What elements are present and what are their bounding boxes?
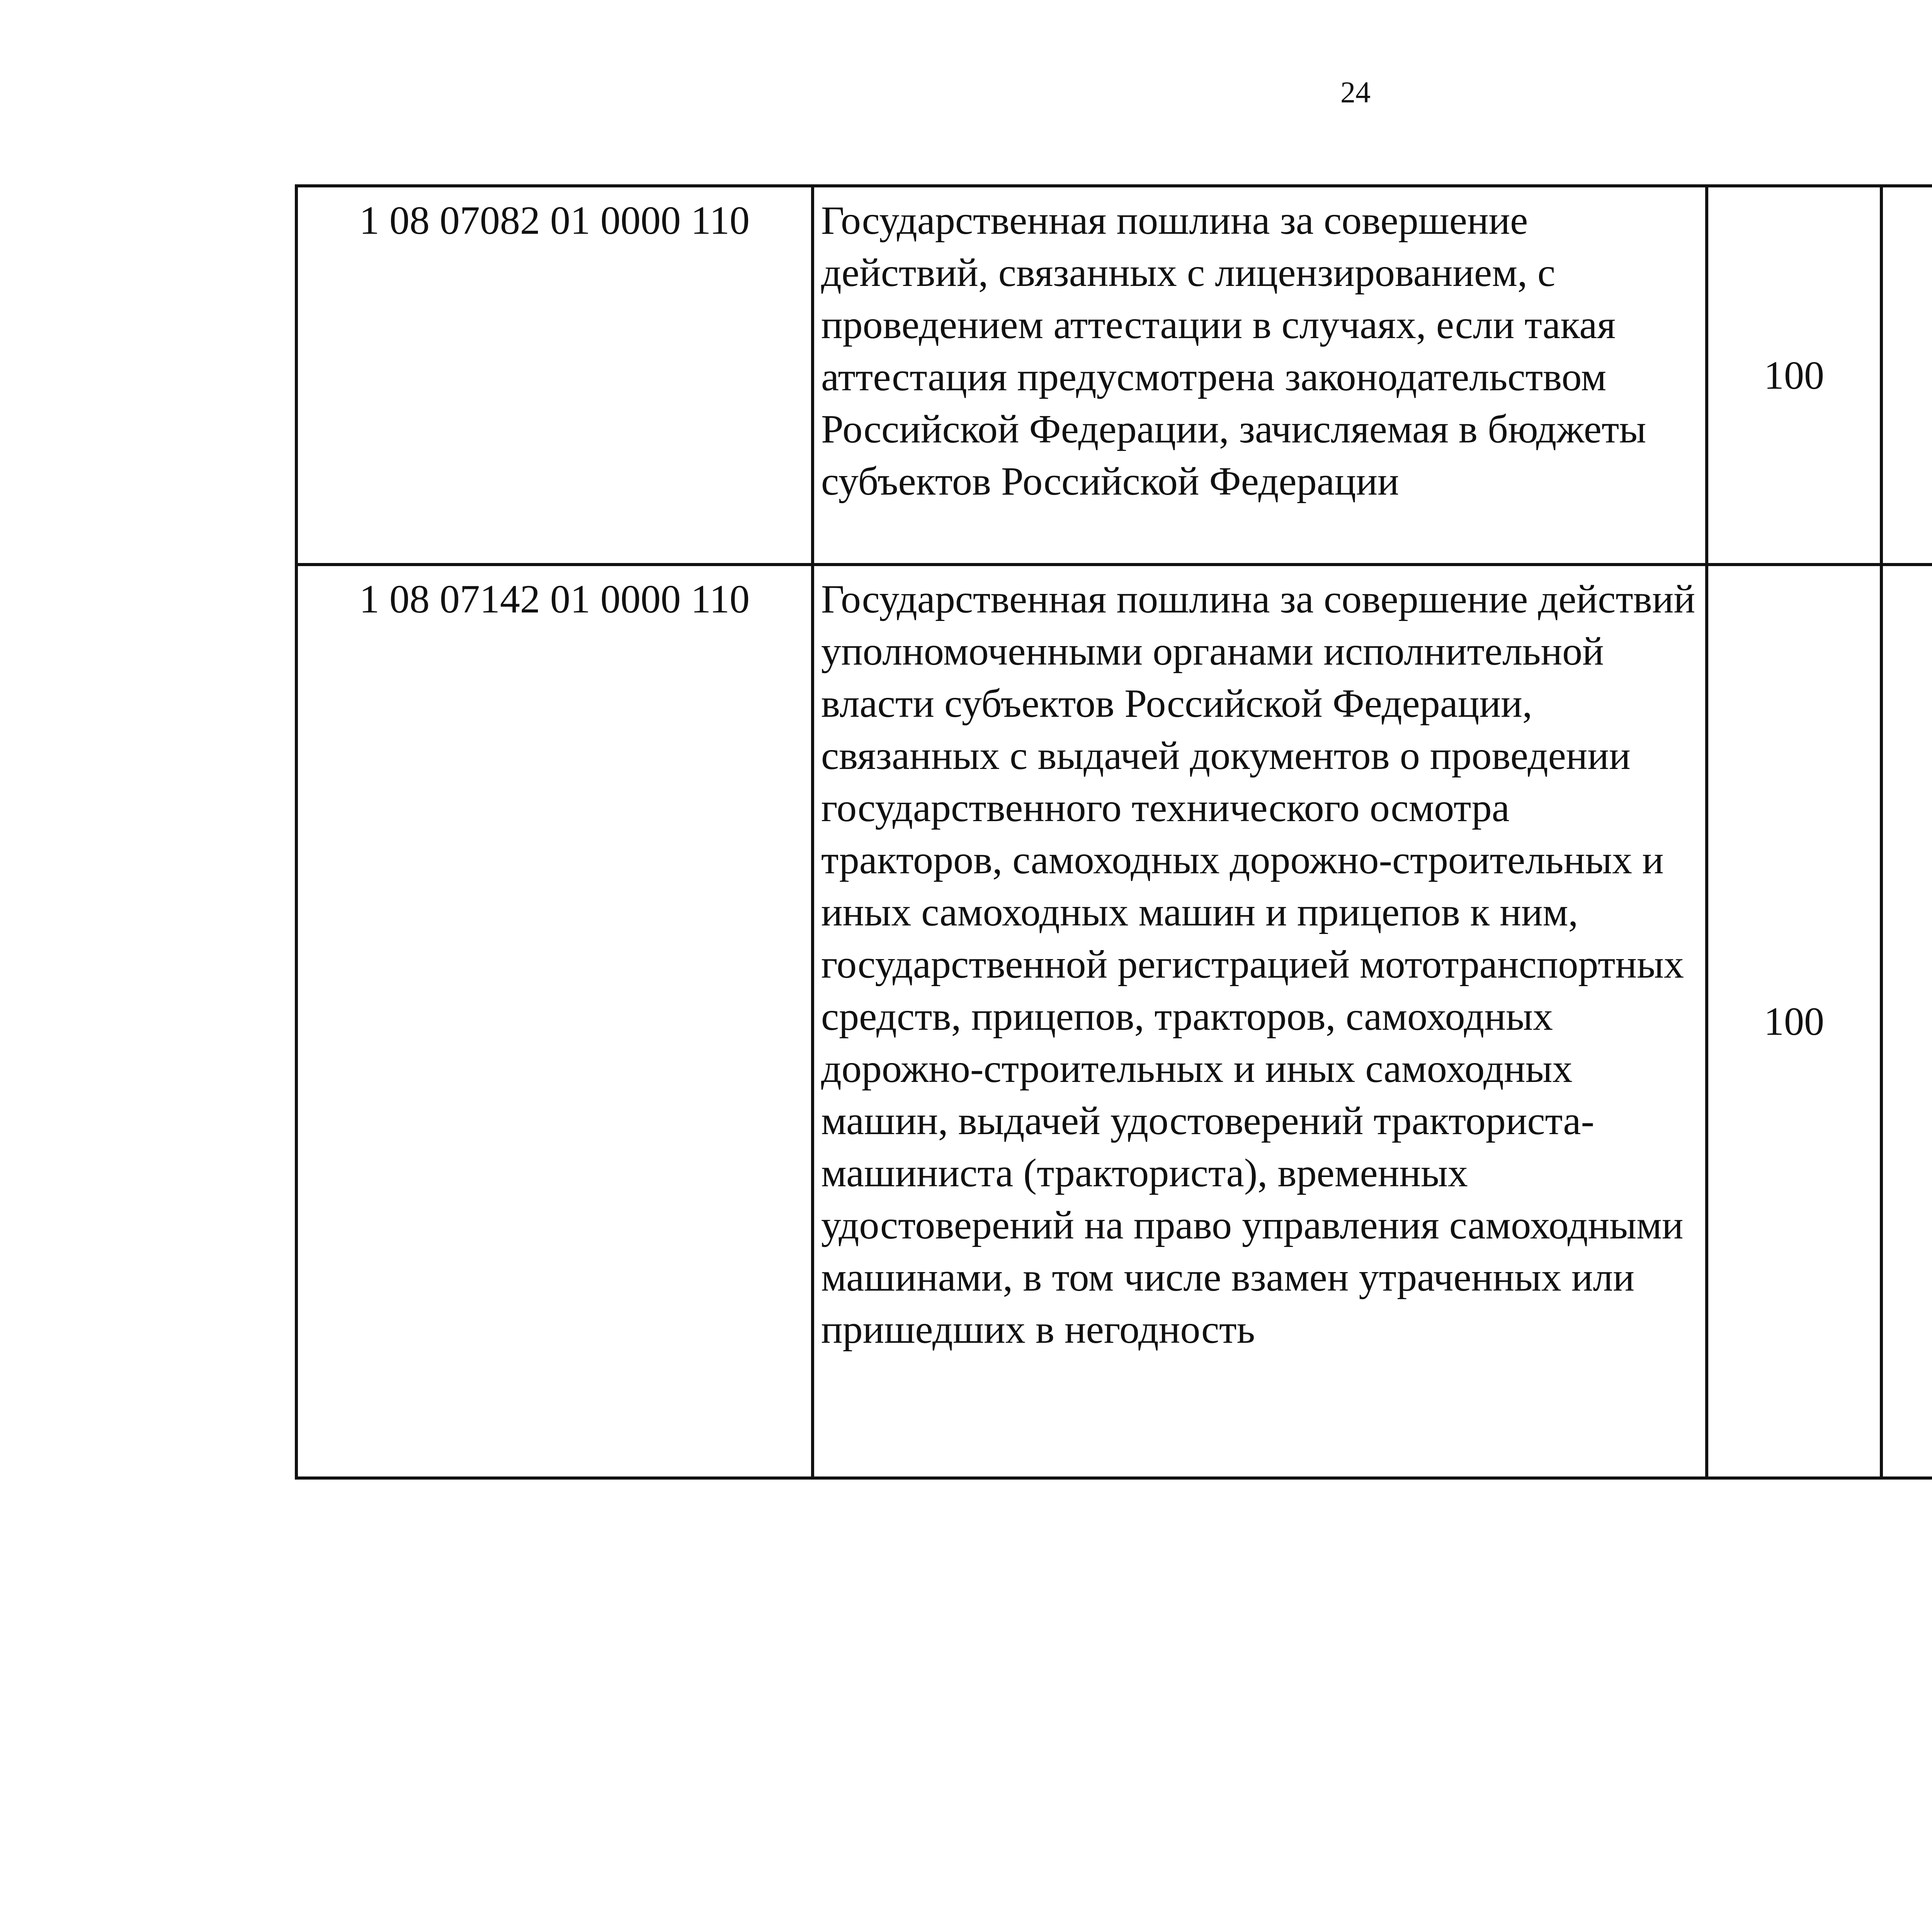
percent-cell: 100 — [1707, 186, 1881, 565]
revenue-name-cell: Государственная пошлина за совершение действий уполномоченными органами исполнительной власти субъектов Российской Федерации, связанных с выдачей документов о проведении государственного технического осмотра тракторов, самоходных дорожно-строительных и иных самоходных машин и прицепов к ним, государственной регистрацией мототранспортных средств, прицепов, тракторов, самоходных дорожно-строительных и иных самоходных машин, выдачей удостоверений тракториста-машиниста (тракториста), временных удостоверений на право управления самоходными машинами, в том числе взамен утраченных или пришедших в негодность — [813, 565, 1707, 1478]
revenue-code-cell: 1 08 07082 01 0000 110 — [296, 186, 813, 565]
revenue-name-cell: Государственная пошлина за совершение действий, связанных с лицензированием, с проведением аттестации в случаях, если такая аттестация предусмотрена законодательством Российской Федерации, зачисляемая в бюджеты субъектов Российской Федерации — [813, 186, 1707, 565]
revenue-code-cell: 1 08 07142 01 0000 110 — [296, 565, 813, 1478]
budget-revenue-table — [295, 184, 1932, 1480]
empty-cell — [1881, 565, 1932, 1478]
table-row — [296, 186, 1932, 565]
empty-cell — [1881, 186, 1932, 565]
page-number: 24 — [1340, 75, 1371, 109]
table-row — [296, 565, 1932, 1478]
percent-cell: 100 — [1707, 565, 1881, 1478]
